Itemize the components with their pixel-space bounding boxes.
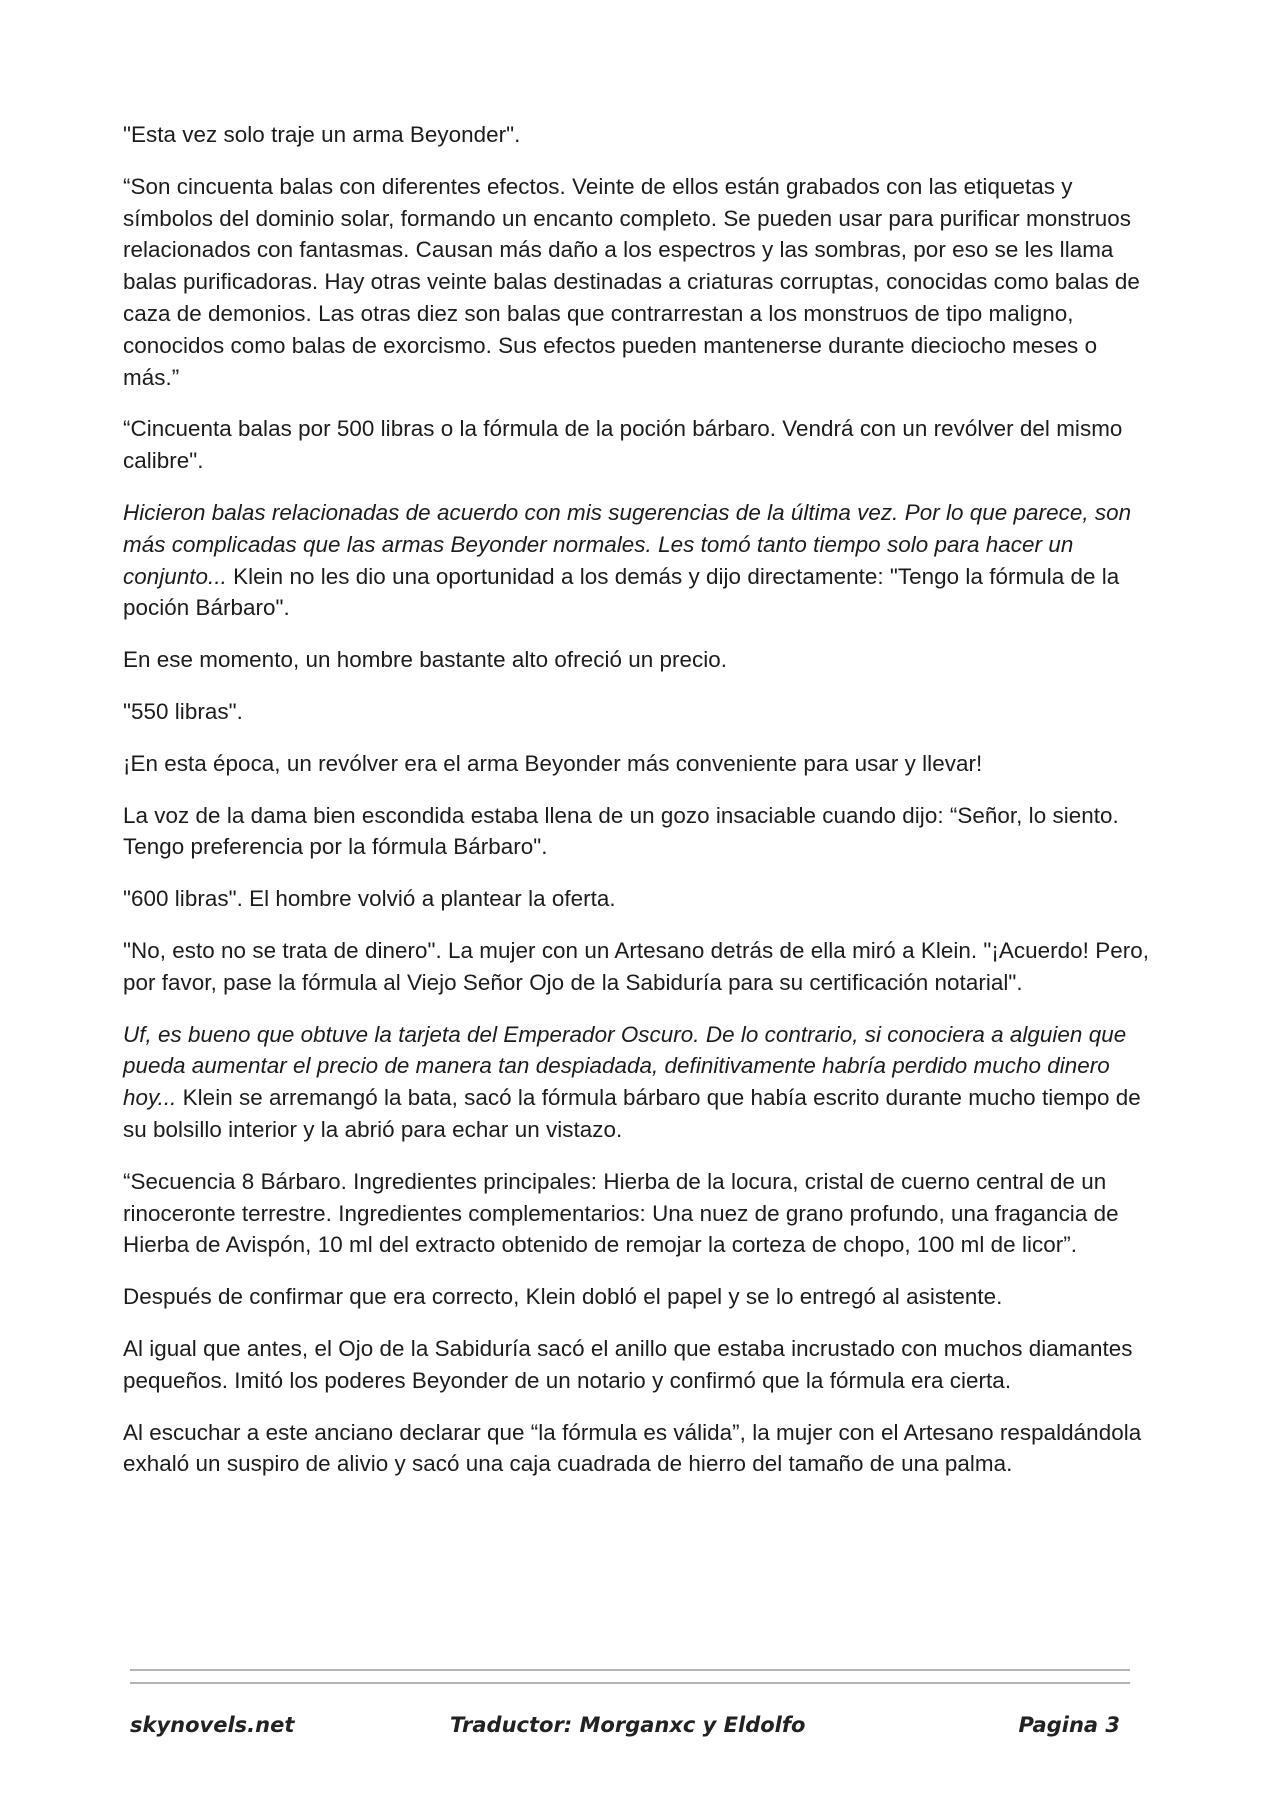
paragraph <box>123 1166 1158 1261</box>
text-segment: La voz de la dama bien escondida estaba llena de un gozo insaciable cuando dijo: “Señor, lo siento. Tengo preferencia por la fórmula Bárbaro". <box>123 802 1119 860</box>
footer-divider-top <box>130 1669 1130 1671</box>
footer-divider-bottom <box>130 1682 1130 1684</box>
paragraph <box>123 748 1158 780</box>
paragraph <box>123 1417 1158 1481</box>
paragraph <box>123 1281 1158 1313</box>
text-segment: “Cincuenta balas por 500 libras o la fórmula de la poción bárbaro. Vendrá con un revólver del mismo calibre". <box>123 416 1123 474</box>
footer-page-number: Pagina 3 <box>1018 1713 1120 1737</box>
paragraph <box>123 800 1158 864</box>
text-segment: En ese momento, un hombre bastante alto ofreció un precio. <box>123 647 728 673</box>
paragraph <box>123 1019 1158 1146</box>
text-segment: “Son cincuenta balas con diferentes efectos. Veinte de ellos están grabados con las etiquetas y símbolos del dominio solar, formando un encanto completo. Se pueden usar para purificar monstruos relacionados con fantasmas. Causan más daño a los espectros y las sombras, por eso se les llama balas purificadoras. Hay otras veinte balas destinadas a criaturas corruptas, conocidas como balas de caza de demonios. Las otras diez son balas que contrarrestan a los monstruos de tipo maligno, conocidos como balas de exorcismo. Sus efectos pueden mantenerse durante dieciocho meses o más.” <box>123 173 1140 390</box>
text-segment: "550 libras". <box>123 698 243 724</box>
text-segment: “Secuencia 8 Bárbaro. Ingredientes principales: Hierba de la locura, cristal de cuerno central de un rinoceronte terrestre. Ingredientes complementarios: Una nuez de grano profundo, una fragancia de Hierba de Avispón, 10 ml del extracto obtenido de remojar la corteza de chopo, 100 ml de licor”. <box>123 1168 1119 1258</box>
footer-site: skynovels.net <box>130 1713 295 1737</box>
text-segment: Klein se arremangó la bata, sacó la fórmula bárbaro que había escrito durante mucho tiempo de su bolsillo interior y la abrió para echar un vistazo. <box>123 1085 1141 1142</box>
paragraph <box>123 644 1158 676</box>
page-footer <box>130 1713 1130 1747</box>
text-segment: Al igual que antes, el Ojo de la Sabiduría sacó el anillo que estaba incrustado con muchos diamantes pequeños. Imitó los poderes Beyonder de un notario y confirmó que la fórmula era cierta. <box>123 1335 1133 1393</box>
italic-text: Uf, es bueno que obtuve la tarjeta del Emperador Oscuro. De lo contrario, si conociera a alguien que pueda aumentar el precio de manera tan despiadada, definitivamente habría perdido mucho dinero hoy... <box>123 1021 1127 1111</box>
paragraph <box>123 883 1158 915</box>
paragraph <box>123 497 1158 624</box>
paragraph <box>123 119 1158 151</box>
text-segment: "No, esto no se trata de dinero". La mujer con un Artesano detrás de ella miró a Klein. "¡Acuerdo! Pero, por favor, pase la fórmula al Viejo Señor Ojo de la Sabiduría para su certificación notarial". <box>123 937 1149 995</box>
italic-text: Hicieron balas relacionadas de acuerdo con mis sugerencias de la última vez. Por lo que parece, son más complicadas que las armas Beyonder normales. Les tomó tanto tiempo solo para hacer un conjunto... <box>123 499 1132 589</box>
paragraph <box>123 171 1158 394</box>
text-segment: "Esta vez solo traje un arma Beyonder". <box>123 122 521 147</box>
footer-translator: Traductor: Morganxc y Eldolfo <box>450 1713 806 1737</box>
text-segment: Después de confirmar que era correcto, Klein dobló el papel y se lo entregó al asistente. <box>123 1284 1003 1310</box>
text-segment: "600 libras". El hombre volvió a plantear la oferta. <box>123 886 616 912</box>
text-segment: Klein no les dio una oportunidad a los demás y dijo directamente: "Tengo la fórmula de la poción Bárbaro". <box>123 563 1120 621</box>
paragraph <box>123 935 1158 999</box>
text-segment: ¡En esta época, un revólver era el arma Beyonder más conveniente para usar y llevar! <box>123 750 983 776</box>
text-segment: Al escuchar a este anciano declarar que “la fórmula es válida”, la mujer con el Artesano respaldándola exhaló un suspiro de alivio y sacó una caja cuadrada de hierro del tamaño de una palma. <box>123 1419 1142 1477</box>
paragraph <box>123 1333 1158 1397</box>
paragraph <box>123 696 1158 728</box>
body-text <box>123 119 1158 1500</box>
paragraph <box>123 413 1158 477</box>
